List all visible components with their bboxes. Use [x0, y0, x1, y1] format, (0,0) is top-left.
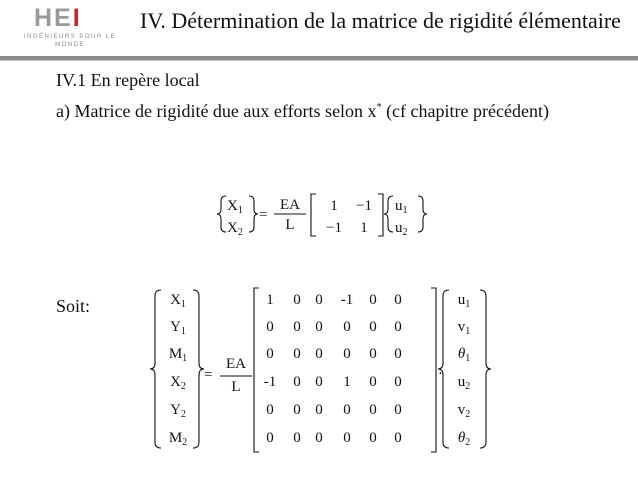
eq2-matrix-cell-3-1: 0: [293, 374, 301, 390]
eq2-matrix-cell-4-0: 0: [266, 402, 274, 418]
eq1-matrix-cell-1-0: −1: [326, 220, 342, 236]
eq2-matrix-cell-1-2: 0: [315, 319, 323, 335]
list-item-a-text: a) Matrice de rigidité due aux efforts selon x: [56, 101, 377, 121]
eq2-matrix-cell-0-2: 0: [315, 292, 323, 308]
eq2-rhs-right-brace: [480, 290, 491, 448]
eq2-rhs-3-base: u: [457, 374, 466, 390]
eq2-matrix-cell-0-4: 0: [369, 292, 377, 308]
eq1-coef-num: EA: [280, 197, 300, 213]
eq2-lhs-0-subscript: 1: [180, 299, 186, 310]
list-item-a-tail: (cf chapitre précédent): [381, 101, 549, 121]
eq1-lhs-0-base: X: [227, 198, 238, 214]
eq2-rhs-3-subscript: 2: [465, 381, 471, 392]
eq2-matrix-cell-2-3: 0: [343, 346, 351, 362]
eq2-rhs-0-base: u: [457, 292, 466, 308]
eq1-rhs-right-brace: [418, 196, 427, 232]
eq1-rhs-1-base: u: [395, 220, 403, 236]
eq2-matrix-right-bracket: [431, 288, 436, 452]
eq2-lhs-4-subscript: 2: [180, 409, 186, 420]
eq2-matrix-cell-5-2: 0: [315, 430, 323, 446]
eq1-matrix-left-bracket: [311, 194, 316, 236]
eq2-matrix-cell-3-4: 0: [369, 374, 377, 390]
eq2-matrix-cell-0-1: 0: [293, 292, 301, 308]
eq1-lhs-1-subscript: 2: [237, 227, 243, 238]
eq2-lhs-5-subscript: 2: [182, 437, 188, 448]
eq1-matrix-cell-0-1: −1: [356, 198, 372, 214]
eq2-equals: =: [204, 367, 213, 383]
eq2-matrix-cell-5-4: 0: [369, 430, 377, 446]
eq2-matrix-cell-1-3: 0: [343, 319, 351, 335]
eq2-lhs-right-brace: [193, 290, 204, 448]
eq2-matrix-cell-2-2: 0: [315, 346, 323, 362]
eq2-lhs-2-base: M: [168, 346, 183, 362]
eq2-matrix-cell-4-3: 0: [343, 402, 351, 418]
eq2-rhs-4-subscript: 2: [465, 409, 471, 420]
eq1-equals: =: [259, 207, 268, 223]
eq2-matrix-cell-5-5: 0: [394, 430, 402, 446]
eq2-matrix-cell-1-0: 0: [266, 319, 274, 335]
eq2-matrix-cell-5-3: 0: [343, 430, 351, 446]
eq2-matrix-cell-2-0: 0: [266, 346, 274, 362]
logo-tagline: INGÉNIEURS POUR LE MONDE: [23, 34, 117, 48]
eq1-matrix-right-bracket: [378, 194, 383, 236]
eq2-matrix-cell-2-4: 0: [369, 346, 377, 362]
slide-title: IV. Détermination de la matrice de rigidité élémentaire: [140, 8, 621, 33]
eq2-lhs-3-subscript: 2: [180, 381, 186, 392]
eq2-matrix-cell-5-1: 0: [293, 430, 301, 446]
eq1-lhs-left-brace: [217, 196, 226, 232]
logo-wordmark-gray: HE: [34, 4, 73, 32]
eq2-lhs-1-subscript: 1: [180, 326, 186, 337]
eq2-matrix-cell-3-5: 0: [394, 374, 402, 390]
eq2-matrix-cell-4-1: 0: [293, 402, 301, 418]
eq2-matrix-cell-1-1: 0: [293, 319, 301, 335]
eq2-matrix-cell-5-0: 0: [266, 430, 274, 446]
eq2-matrix-cell-1-5: 0: [394, 319, 402, 335]
eq2-lhs-left-brace: [150, 290, 161, 448]
eq2-lhs-2-subscript: 1: [182, 353, 188, 364]
eq2-lhs-0-base: X: [170, 292, 181, 308]
eq2-dot: ·: [438, 366, 443, 382]
eq2-matrix-cell-0-3: -1: [340, 292, 354, 308]
eq2-matrix-cell-0-0: 1: [266, 292, 274, 308]
eq2-rhs-2-base: θ: [457, 346, 466, 362]
section-heading: IV.1 En repère local: [56, 70, 200, 90]
eq2-rhs-left-brace: [438, 290, 449, 448]
eq2-coef-num: EA: [226, 356, 246, 372]
eq2-rhs-0-subscript: 1: [465, 299, 471, 310]
eq1-rhs-0-subscript: 1: [402, 205, 408, 216]
eq2-rhs-4-base: v: [457, 402, 466, 418]
eq1-lhs-right-brace: [249, 196, 258, 232]
eq1-rhs-0-base: u: [395, 198, 403, 214]
eq2-rhs-1-base: v: [457, 319, 466, 335]
eq2-matrix-cell-1-4: 0: [369, 319, 377, 335]
eq2-rhs-2-subscript: 1: [465, 353, 471, 364]
eq2-matrix-cell-2-5: 0: [394, 346, 402, 362]
eq2-matrix-cell-4-5: 0: [394, 402, 402, 418]
eq1-rhs-1-subscript: 2: [402, 227, 408, 238]
eq2-coef-den: L: [231, 379, 241, 395]
eq1-rhs-left-brace: [384, 196, 393, 232]
eq2-lhs-4-base: Y: [170, 402, 181, 418]
eq2-lhs-1-base: Y: [170, 319, 181, 335]
eq2-rhs-1-subscript: 1: [465, 326, 471, 337]
eq1-matrix-cell-0-0: 1: [330, 198, 338, 214]
eq1-coef-den: L: [285, 217, 295, 233]
eq2-matrix-cell-3-0: -1: [263, 374, 277, 390]
eq2-rhs-5-subscript: 2: [465, 437, 471, 448]
soit-label: Soit:: [56, 296, 91, 316]
eq2-lhs-3-base: X: [170, 374, 181, 390]
eq1-lhs-1-base: X: [227, 220, 238, 236]
eq2-matrix-left-bracket: [254, 288, 259, 452]
eq2-matrix-cell-4-2: 0: [315, 402, 323, 418]
eq1-matrix-cell-1-1: 1: [360, 220, 368, 236]
logo-wordmark-red: I: [72, 4, 82, 32]
eq2-matrix-cell-0-5: 0: [394, 292, 402, 308]
eq2-matrix-cell-4-4: 0: [369, 402, 377, 418]
eq2-matrix-cell-2-1: 0: [293, 346, 301, 362]
eq2-matrix-cell-3-3: 1: [343, 374, 351, 390]
eq2-rhs-5-base: θ: [457, 430, 466, 446]
eq2-matrix-cell-3-2: 0: [315, 374, 323, 390]
list-item-a-superscript: *: [376, 102, 382, 113]
eq2-lhs-5-base: M: [168, 430, 183, 446]
eq1-lhs-0-subscript: 1: [237, 205, 243, 216]
